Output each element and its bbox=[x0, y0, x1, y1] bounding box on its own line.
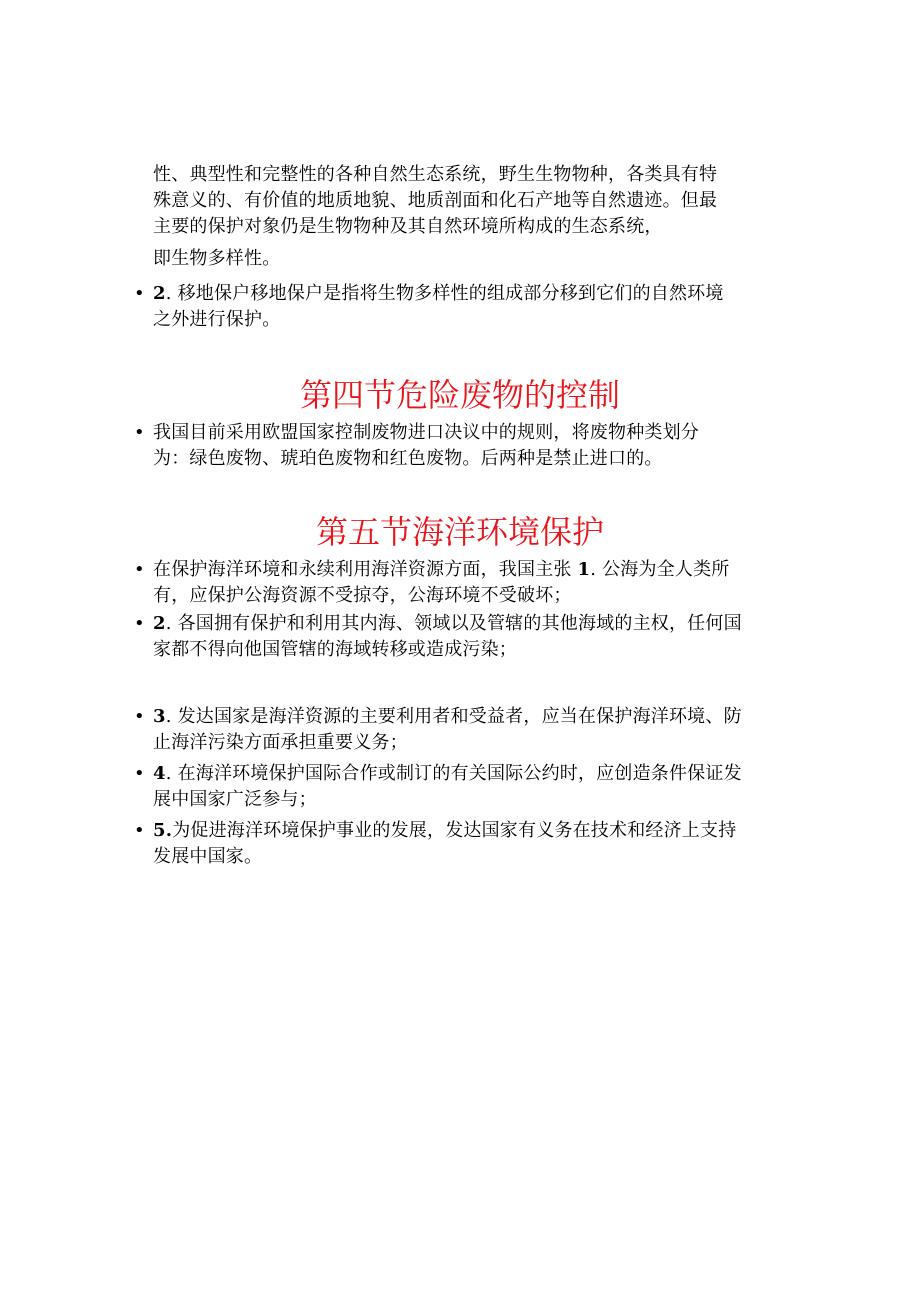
paragraph-line: 即生物多样性。 bbox=[153, 248, 281, 269]
section-heading-5: 第五节海洋环境保护 bbox=[315, 513, 604, 551]
list-item-line: 我国目前采用欧盟国家控制废物进口决议中的规则，将废物种类划分 bbox=[153, 422, 699, 443]
paragraph-line: 主要的保护对象仍是生物物种及其自然环境所构成的生态系统， bbox=[153, 216, 663, 237]
item-text: . 在海洋环境保护国际合作或制订的有关国际公约时，应创造条件保证发 bbox=[165, 763, 742, 784]
list-item-line: 之外进行保护。 bbox=[153, 309, 281, 330]
list-item-line: 家都不得向他国管辖的海域转移或造成污染； bbox=[153, 639, 517, 660]
item-text: . 各国拥有保护和利用其内海、领域以及管辖的其他海域的主权，任何国 bbox=[165, 613, 742, 634]
list-item-line bbox=[153, 281, 793, 307]
list-item-line: 展中国家广泛参与； bbox=[153, 789, 317, 810]
item-text: . 发达国家是海洋资源的主要利用者和受益者，应当在保护海洋环境、防 bbox=[165, 706, 742, 727]
list-item-line bbox=[153, 611, 793, 637]
item-text: 在保护海洋环境和永续利用海洋资源方面，我国主张 bbox=[153, 559, 572, 580]
item-number: 1 bbox=[577, 559, 591, 580]
bullet-icon: • bbox=[134, 613, 145, 634]
list-item-line bbox=[153, 818, 793, 844]
list-item-waste-rules bbox=[134, 420, 793, 472]
section-heading-4: 第四节危险废物的控制 bbox=[299, 376, 620, 414]
item-number: 2 bbox=[153, 283, 166, 304]
bullet-icon: • bbox=[134, 422, 145, 443]
bullet-icon: • bbox=[134, 706, 145, 727]
list-item-marine-2 bbox=[134, 611, 793, 663]
item-text: 为促进海洋环境保护事业的发展，发达国家有义务在技术和经济上支持 bbox=[172, 820, 737, 841]
item-number: 2 bbox=[153, 613, 166, 634]
item-number: 5. bbox=[153, 820, 173, 841]
list-item-ex-situ bbox=[134, 281, 793, 333]
item-text: . 公海为全人类所 bbox=[590, 559, 730, 580]
item-text: . 移地保户移地保户是指将生物多样性的组成部分移到它们的自然环境 bbox=[165, 283, 724, 304]
list-item-line bbox=[153, 704, 793, 730]
list-item-line: 止海洋污染方面承担重要义务； bbox=[153, 732, 408, 753]
continuation-paragraph bbox=[153, 162, 793, 272]
list-item-marine-3 bbox=[134, 704, 793, 756]
list-item-line: 有，应保护公海资源不受掠夺，公海环境不受破坏； bbox=[153, 585, 572, 606]
list-item-marine-5 bbox=[134, 818, 793, 870]
list-item-line: 为：绿色废物、琥珀色废物和红色废物。后两种是禁止进口的。 bbox=[153, 448, 663, 469]
bullet-icon: • bbox=[134, 283, 145, 304]
paragraph-line: 性、典型性和完整性的各种自然生态系统，野生生物物种，各类具有特 bbox=[153, 164, 718, 185]
list-item-marine-4 bbox=[134, 761, 793, 813]
item-number: 3 bbox=[153, 706, 166, 727]
paragraph-line: 殊意义的、有价值的地质地貌、地质剖面和化石产地等自然遗迹。但最 bbox=[153, 190, 718, 211]
list-item-line bbox=[153, 557, 793, 583]
bullet-icon: • bbox=[134, 820, 145, 841]
list-item-line bbox=[153, 761, 793, 787]
list-item-line: 发展中国家。 bbox=[153, 846, 263, 867]
bullet-icon: • bbox=[134, 763, 145, 784]
bullet-icon: • bbox=[134, 559, 145, 580]
list-item-marine-1 bbox=[134, 557, 793, 609]
item-number: 4 bbox=[153, 763, 166, 784]
